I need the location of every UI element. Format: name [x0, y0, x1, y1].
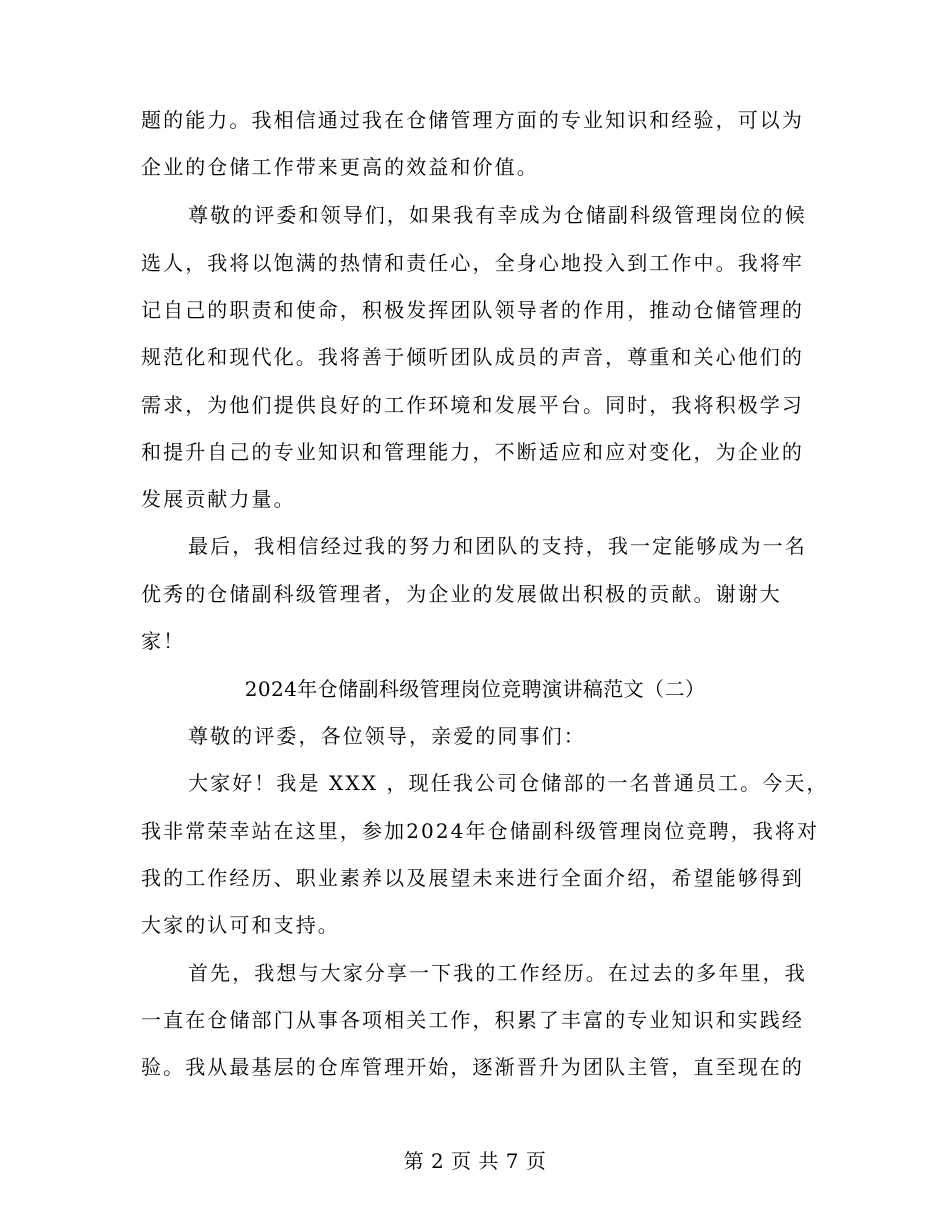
body-text-line: 和提升自己的专业知识和管理能力，不断适应和应对变化，为企业的 [141, 440, 804, 464]
section-title: 2024年仓储副科级管理岗位竞聘演讲稿范文（二） [244, 677, 706, 701]
body-text-line: 一直在仓储部门从事各项相关工作，积累了丰富的专业知识和实践经 [141, 1008, 804, 1032]
body-text-line: 家！ [141, 629, 186, 653]
body-text-line: 大家的认可和支持。 [141, 913, 340, 937]
body-text-line: 验。我从最基层的仓库管理开始，逐渐晋升为团队主管，直至现在的 [141, 1055, 804, 1079]
body-text-line: 题的能力。我相信通过我在仓储管理方面的专业知识和经验，可以为 [141, 108, 804, 132]
body-text-line: 尊敬的评委和领导们，如果我有幸成为仓储副科级管理岗位的候 [188, 203, 807, 227]
body-text-line: 首先，我想与大家分享一下我的工作经历。在过去的多年里，我 [188, 961, 807, 985]
body-text-line: 规范化和现代化。我将善于倾听团队成员的声音，尊重和关心他们的 [141, 345, 804, 369]
body-text-line: 记自己的职责和使命，积极发挥团队领导者的作用，推动仓储管理的 [141, 298, 804, 322]
body-text-line: 发展贡献力量。 [141, 487, 296, 511]
page-number-footer: 第 2 页 共 7 页 [403, 1149, 547, 1173]
salutation-line: 尊敬的评委，各位领导，亲爱的同事们： [188, 724, 586, 748]
body-text-line: 需求，为他们提供良好的工作环境和发展平台。同时，我将积极学习 [141, 393, 804, 417]
body-text-line: 最后，我相信经过我的努力和团队的支持，我一定能够成为一名 [188, 534, 807, 558]
body-text-line: 选人，我将以饱满的热情和责任心，全身心地投入到工作中。我将牢 [141, 251, 804, 275]
body-text-line: 大家好！我是 XXX ，现任我公司仓储部的一名普通员工。今天， [188, 771, 829, 795]
body-text-line: 我的工作经历、职业素养以及展望未来进行全面介绍，希望能够得到 [141, 866, 804, 890]
body-text-line: 企业的仓储工作带来更高的效益和价值。 [141, 155, 539, 179]
body-text-line: 优秀的仓储副科级管理者，为企业的发展做出积极的贡献。谢谢大 [141, 582, 782, 606]
body-text-line: 我非常荣幸站在这里，参加2024年仓储副科级管理岗位竞聘，我将对 [141, 819, 820, 843]
